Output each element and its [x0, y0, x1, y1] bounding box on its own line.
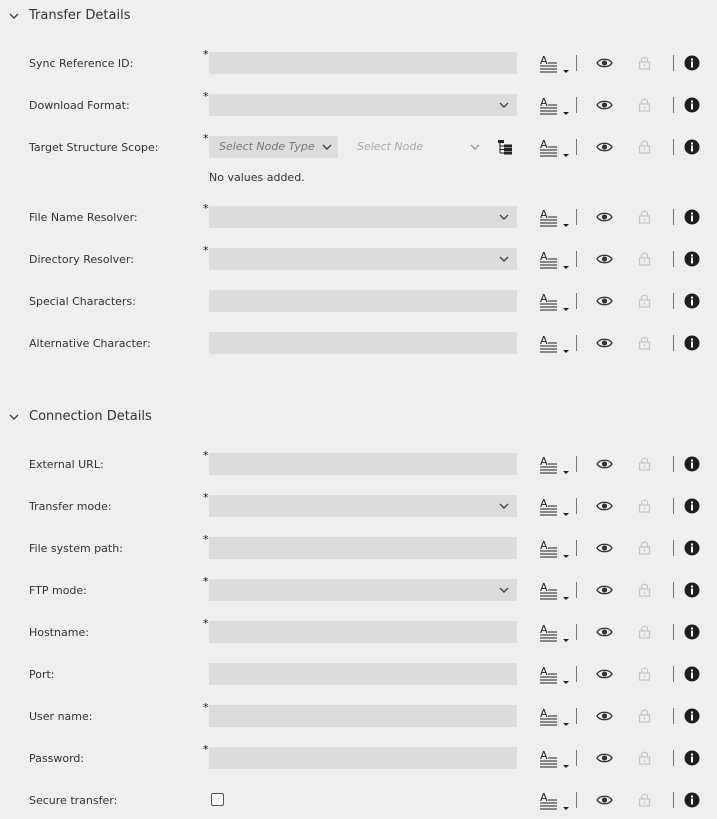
- eye-icon[interactable]: [596, 337, 613, 349]
- section-title-transfer-details: Transfer Details: [29, 8, 131, 23]
- text-format-icon[interactable]: [539, 249, 571, 270]
- lock-icon: [638, 708, 651, 723]
- divider: [673, 708, 674, 724]
- lock-icon: [638, 666, 651, 681]
- divider: [673, 97, 674, 113]
- text-format-icon[interactable]: [539, 333, 571, 354]
- field-label: External URL:: [29, 458, 104, 471]
- file-name-resolver-select[interactable]: [209, 206, 517, 228]
- divider: [673, 792, 674, 808]
- info-icon[interactable]: [684, 624, 700, 640]
- field-row-file-system-path: [0, 533, 717, 559]
- eye-icon[interactable]: [596, 211, 613, 223]
- field-row-alternative-character: [0, 332, 717, 354]
- field-row-hostname: [0, 617, 717, 643]
- field-label: User name:: [29, 710, 93, 723]
- node-placeholder: Select Node: [357, 140, 424, 153]
- field-label: Special Characters:: [29, 295, 136, 308]
- info-icon[interactable]: [684, 293, 700, 309]
- divider: [576, 792, 577, 808]
- no-values-text: No values added.: [209, 171, 305, 184]
- divider: [673, 55, 674, 71]
- chevron-down-icon: [499, 501, 509, 511]
- required-marker: *: [203, 701, 209, 714]
- eye-icon[interactable]: [596, 668, 613, 680]
- required-marker: *: [203, 575, 209, 588]
- divider: [673, 540, 674, 556]
- divider: [576, 582, 577, 598]
- field-row-user-name: [0, 701, 717, 727]
- divider: [576, 293, 577, 309]
- lock-icon: [638, 335, 651, 350]
- password-input[interactable]: [209, 747, 517, 769]
- field-label: File system path:: [29, 542, 123, 555]
- field-label: Directory Resolver:: [29, 253, 134, 266]
- chevron-down-icon: [499, 100, 509, 110]
- field-label: Password:: [29, 752, 85, 765]
- lock-icon: [638, 139, 651, 154]
- required-marker: *: [203, 48, 209, 61]
- lock-icon: [638, 540, 651, 555]
- node-type-placeholder: Select Node Type: [219, 140, 315, 153]
- lock-icon: [638, 293, 651, 308]
- port-input[interactable]: [209, 663, 517, 685]
- field-row-ftp-mode: [0, 575, 717, 601]
- chevron-down-icon: [499, 585, 509, 595]
- field-row-external-url: [0, 449, 717, 475]
- divider: [673, 666, 674, 682]
- divider: [576, 251, 577, 267]
- field-label: Hostname:: [29, 626, 89, 639]
- info-icon[interactable]: [684, 97, 700, 113]
- info-icon[interactable]: [684, 792, 700, 808]
- download-format-select[interactable]: [209, 94, 517, 116]
- field-row-target-structure-scope: [0, 132, 717, 158]
- text-format-icon[interactable]: [539, 95, 571, 116]
- field-row-file-name-resolver: [0, 202, 717, 228]
- field-row-password: [0, 743, 717, 769]
- field-label: File Name Resolver:: [29, 211, 138, 224]
- field-label: Target Structure Scope:: [29, 141, 159, 154]
- ftp-mode-select[interactable]: [209, 579, 517, 601]
- file-system-path-input[interactable]: [209, 537, 517, 559]
- divider: [673, 582, 674, 598]
- lock-icon: [638, 251, 651, 266]
- divider: [576, 456, 577, 472]
- divider: [673, 456, 674, 472]
- required-marker: *: [203, 533, 209, 546]
- eye-icon[interactable]: [596, 542, 613, 554]
- info-icon[interactable]: [684, 335, 700, 351]
- text-format-icon[interactable]: [539, 706, 571, 727]
- field-row-port: [0, 663, 717, 685]
- info-icon[interactable]: [684, 750, 700, 766]
- divider: [576, 97, 577, 113]
- lock-icon: [638, 55, 651, 70]
- divider: [576, 750, 577, 766]
- info-icon[interactable]: [684, 456, 700, 472]
- required-marker: *: [203, 202, 209, 215]
- eye-icon[interactable]: [596, 99, 613, 111]
- divider: [576, 209, 577, 225]
- lock-icon: [638, 456, 651, 471]
- text-format-icon[interactable]: [539, 207, 571, 228]
- divider: [673, 293, 674, 309]
- field-row-special-characters: [0, 290, 717, 312]
- required-marker: *: [203, 743, 209, 756]
- field-label: FTP mode:: [29, 584, 87, 597]
- field-label: Port:: [29, 668, 55, 681]
- sync-reference-id-input[interactable]: [209, 52, 517, 74]
- tree-structure-icon[interactable]: [497, 139, 513, 155]
- lock-icon: [638, 582, 651, 597]
- text-format-icon[interactable]: [539, 748, 571, 769]
- user-name-input[interactable]: [209, 705, 517, 727]
- text-format-icon[interactable]: [539, 790, 571, 811]
- eye-icon[interactable]: [596, 752, 613, 764]
- required-marker: *: [203, 617, 209, 630]
- transfer-mode-select[interactable]: [209, 495, 517, 517]
- required-marker: *: [203, 449, 209, 462]
- hostname-input[interactable]: [209, 621, 517, 643]
- text-format-icon[interactable]: [539, 137, 571, 158]
- special-characters-input[interactable]: [209, 290, 517, 312]
- text-format-icon[interactable]: [539, 454, 571, 475]
- divider: [673, 750, 674, 766]
- eye-icon[interactable]: [596, 295, 613, 307]
- required-marker: *: [203, 132, 209, 145]
- eye-icon[interactable]: [596, 500, 613, 512]
- eye-icon[interactable]: [596, 626, 613, 638]
- lock-icon: [638, 624, 651, 639]
- text-format-icon[interactable]: [539, 291, 571, 312]
- directory-resolver-select[interactable]: [209, 248, 517, 270]
- eye-icon[interactable]: [596, 794, 613, 806]
- divider: [673, 139, 674, 155]
- divider: [673, 498, 674, 514]
- lock-icon: [638, 750, 651, 765]
- eye-icon[interactable]: [596, 710, 613, 722]
- info-icon[interactable]: [684, 666, 700, 682]
- required-marker: *: [203, 491, 209, 504]
- divider: [576, 708, 577, 724]
- info-icon[interactable]: [684, 139, 700, 155]
- field-label: Secure transfer:: [29, 794, 118, 807]
- required-marker: *: [203, 244, 209, 257]
- divider: [673, 335, 674, 351]
- divider: [576, 624, 577, 640]
- secure-transfer-checkbox[interactable]: [211, 793, 224, 806]
- field-row-directory-resolver: [0, 244, 717, 270]
- text-format-icon[interactable]: [539, 496, 571, 517]
- divider: [673, 209, 674, 225]
- field-label: Transfer mode:: [29, 500, 112, 513]
- eye-icon[interactable]: [596, 253, 613, 265]
- eye-icon[interactable]: [596, 584, 613, 596]
- field-row-download-format: [0, 90, 717, 116]
- chevron-down-icon: [499, 254, 509, 264]
- select-node-type-dropdown[interactable]: [209, 136, 338, 158]
- field-row-sync-reference-id: [0, 48, 717, 74]
- info-icon[interactable]: [684, 540, 700, 556]
- info-icon[interactable]: [684, 209, 700, 225]
- eye-icon[interactable]: [596, 458, 613, 470]
- divider: [576, 55, 577, 71]
- text-format-icon[interactable]: [539, 622, 571, 643]
- divider: [576, 540, 577, 556]
- text-format-icon[interactable]: [539, 538, 571, 559]
- section-title-connection-details: Connection Details: [29, 409, 152, 424]
- text-format-icon[interactable]: [539, 664, 571, 685]
- eye-icon[interactable]: [596, 141, 613, 153]
- info-icon[interactable]: [684, 498, 700, 514]
- chevron-down-icon[interactable]: [9, 11, 19, 21]
- divider: [576, 335, 577, 351]
- lock-icon: [638, 97, 651, 112]
- info-icon[interactable]: [684, 582, 700, 598]
- field-label: Alternative Character:: [29, 337, 151, 350]
- select-node-dropdown[interactable]: [348, 136, 484, 158]
- chevron-down-icon[interactable]: [9, 412, 19, 422]
- text-format-icon[interactable]: [539, 580, 571, 601]
- lock-icon: [638, 498, 651, 513]
- chevron-down-icon: [499, 212, 509, 222]
- chevron-down-icon: [322, 142, 332, 152]
- divider: [576, 666, 577, 682]
- divider: [673, 624, 674, 640]
- field-row-transfer-mode: [0, 491, 717, 517]
- info-icon[interactable]: [684, 251, 700, 267]
- lock-icon: [638, 209, 651, 224]
- field-row-secure-transfer: [0, 789, 717, 811]
- eye-icon[interactable]: [596, 57, 613, 69]
- lock-icon: [638, 792, 651, 807]
- divider: [576, 139, 577, 155]
- field-label: Sync Reference ID:: [29, 57, 134, 70]
- required-marker: *: [203, 90, 209, 103]
- divider: [576, 498, 577, 514]
- external-url-input[interactable]: [209, 453, 517, 475]
- alternative-character-input[interactable]: [209, 332, 517, 354]
- text-format-icon[interactable]: [539, 53, 571, 74]
- field-label: Download Format:: [29, 99, 130, 112]
- info-icon[interactable]: [684, 55, 700, 71]
- info-icon[interactable]: [684, 708, 700, 724]
- divider: [673, 251, 674, 267]
- chevron-down-icon: [470, 142, 480, 152]
